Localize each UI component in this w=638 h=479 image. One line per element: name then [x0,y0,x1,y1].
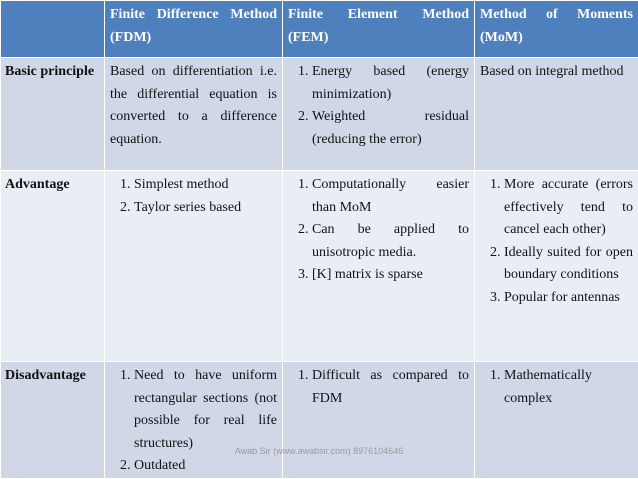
basic-principle-fem [283,58,475,171]
disadvantage-fem-list [288,365,469,410]
disadvantage-fdm [105,362,283,479]
list-item: 3. [K] matrix is sparse [312,264,469,287]
basic-principle-fem-list [288,61,469,151]
list-item: 1. More accurate (errors effectively tend to cancel each other) [504,174,633,242]
list-item: 2. Taylor series based [134,197,277,220]
advantage-fem [283,171,475,362]
list-item: 1. Computationally easier than MoM [312,174,469,219]
disadvantage-fem [283,362,475,479]
disadvantage-mom [475,362,638,479]
header-mom: Method of Moments (MoM) [475,1,638,58]
disadvantage-mom-list [480,365,633,410]
row-basic-principle [1,58,638,171]
row-disadvantage [1,362,638,479]
list-item: 1. Mathematically complex [504,365,633,410]
list-item: 2. Ideally suited for open boundary conditions [504,242,633,287]
basic-principle-mom: Based on integral method [475,58,638,171]
row-label-advantage: Advantage [1,171,105,362]
header-corner-cell [1,1,105,58]
header-row [1,1,638,58]
disadvantage-fdm-list [110,365,277,478]
advantage-fdm [105,171,283,362]
list-item: 1. Simplest method [134,174,277,197]
list-item: 1. Difficult as compared to FDM [312,365,469,410]
watermark-text: Awab Sir (www.awabsir.com) 8976104646 [234,446,404,456]
row-label-disadvantage: Disadvantage [1,362,105,479]
row-advantage [1,171,638,362]
list-item: 1. Need to have uniform rectangular sections (not possible for real life structures) [134,365,277,455]
advantage-fem-list [288,174,469,287]
list-item: 3. Popular for antennas [504,287,633,310]
advantage-mom-list [480,174,633,309]
header-fem: Finite Element Method (FEM) [283,1,475,58]
advantage-fdm-list [110,174,277,219]
list-item: 2. Outdated [134,455,277,478]
list-item: 2. Weighted residual (reducing the error) [312,106,469,151]
list-item: 1. Energy based (energy minimization) [312,61,469,106]
header-fdm: Finite Difference Method (FDM) [105,1,283,58]
row-label-basic-principle: Basic principle [1,58,105,171]
advantage-mom [475,171,638,362]
basic-principle-fdm: Based on differentiation i.e. the differential equation is converted to a difference equation. [105,58,283,171]
list-item: 2. Can be applied to unisotropic media. [312,219,469,264]
